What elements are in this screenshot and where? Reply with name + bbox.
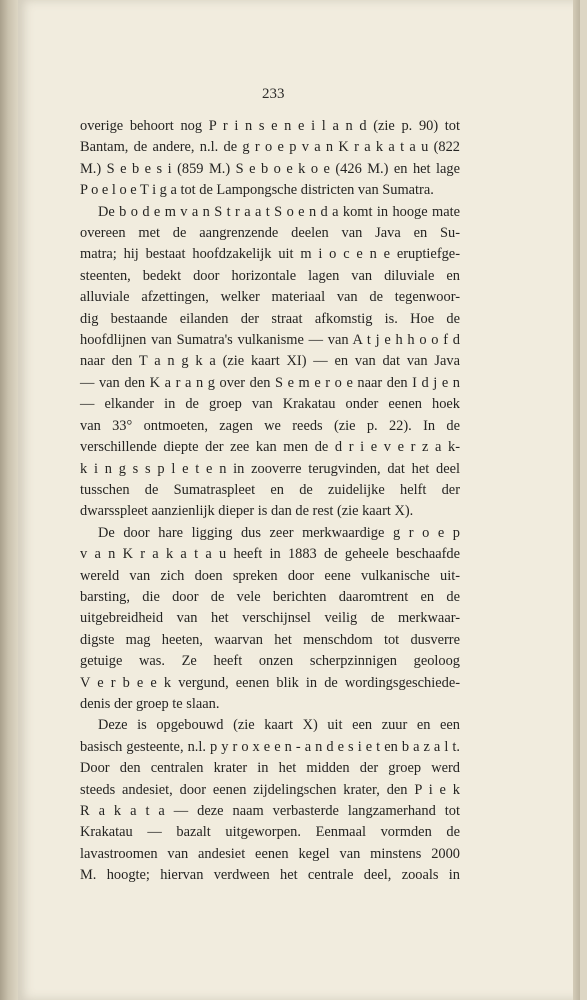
text-line: matra; hij bestaat hoofdzakelijk uit m i o c e n e eruptiefge-: [80, 246, 460, 263]
text-line: Bantam, de andere, n.l. de g r o e p v a n K r a k a t a u (822: [80, 139, 460, 156]
text-line: — elkander in de groep van Krakatau onder eenen hoek: [80, 396, 460, 413]
text-line: V e r b e e k vergund, eenen blik in de wordingsgeschiede-: [80, 674, 460, 691]
text-line: dig bestaande eilanden der straat afkomstig is. Hoe de: [80, 310, 460, 327]
text-line: uitgebreidheid van het verschijnsel veilig de merkwaar-: [80, 610, 460, 627]
page-number: 233: [262, 86, 285, 102]
text-line: R a k a t a — deze naam verbasterde langzamerhand tot: [80, 803, 460, 819]
text-line: wereld van zich doen spreken door eene vulkanische uit-: [80, 567, 460, 584]
text-line: getuige was. Ze heeft onzen scherpzinnigen geoloog: [80, 653, 460, 670]
page-edge: [573, 0, 580, 1000]
text-line: barsting, die door de vele berichten daaromtrent en de: [80, 588, 460, 605]
text-line: P o e l o e T i g a tot de Lampongsche districten van Sumatra.: [80, 182, 434, 199]
text-line: dwarsspleet aanzienlijk dieper is dan de rest (zie kaart X).: [80, 503, 414, 520]
text-line: v a n K r a k a t a u heeft in 1883 de geheele beschaafde: [80, 546, 460, 563]
text-line: De door hare ligging dus zeer merkwaardige g r o e p: [98, 524, 460, 541]
text-line: M.) S e b e s i (859 M.) S e b o e k o e (426 M.) en het lage: [80, 160, 460, 177]
book-gutter: [0, 0, 18, 1000]
text-line: steenten, bedekt door horizontale lagen van diluviale en: [80, 267, 460, 284]
text-line: verschillende diepte der zee kan men de d r i e v e r z a k-: [80, 439, 460, 456]
text-line: — van den K a r a n g over den S e m e r o e naar den I d j e n: [80, 374, 460, 391]
text-line: overige behoort nog P r i n s e n e i l a n d (zie p. 90) tot: [80, 118, 460, 134]
text-line: naar den T a n g k a (zie kaart XI) — en van dat van Java: [80, 353, 460, 370]
text-line: van 33° ontmoeten, zagen we reeds (zie p. 22). In de: [80, 417, 460, 434]
text-line: basisch gesteente, n.l. p y r o x e e n - a n d e s i e t en b a z a l t.: [80, 738, 460, 755]
text-line: alluviale afzettingen, welker materiaal van de tegenwoor-: [80, 289, 460, 306]
text-line: De b o d e m v a n S t r a a t S o e n d a komt in hooge mate: [98, 203, 460, 220]
text-line: M. hoogte; hiervan verdween het centrale deel, zooals in: [80, 867, 460, 884]
text-line: Deze is opgebouwd (zie kaart X) uit een zuur en een: [98, 717, 460, 734]
body-text: [80, 116, 460, 887]
text-line: tusschen de Sumatraspleet en de zuidelijke helft der: [80, 481, 460, 498]
page-sheet: [18, 0, 580, 1000]
text-line: Krakatau — bazalt uitgeworpen. Eenmaal vormden de: [80, 824, 460, 841]
text-line: Door den centralen krater in het midden der groep werd: [80, 760, 460, 777]
text-line: digste mag heeten, waarvan het menschdom tot dusverre: [80, 631, 460, 648]
text-line: denis der groep te slaan.: [80, 695, 220, 712]
text-line: lavastroomen van andesiet eenen kegel van minstens 2000: [80, 845, 460, 862]
text-line: hoofdlijnen van Sumatra's vulkanisme — van A t j e h h o o f d: [80, 332, 460, 349]
text-line: overeen met de aangrenzende deelen van Java en Su-: [80, 225, 460, 242]
text-line: k i n g s s p l e t e n in zooverre terugvinden, dat het deel: [80, 460, 460, 477]
text-line: steeds andesiet, door eenen zijdelingschen krater, den P i e k: [80, 781, 460, 798]
